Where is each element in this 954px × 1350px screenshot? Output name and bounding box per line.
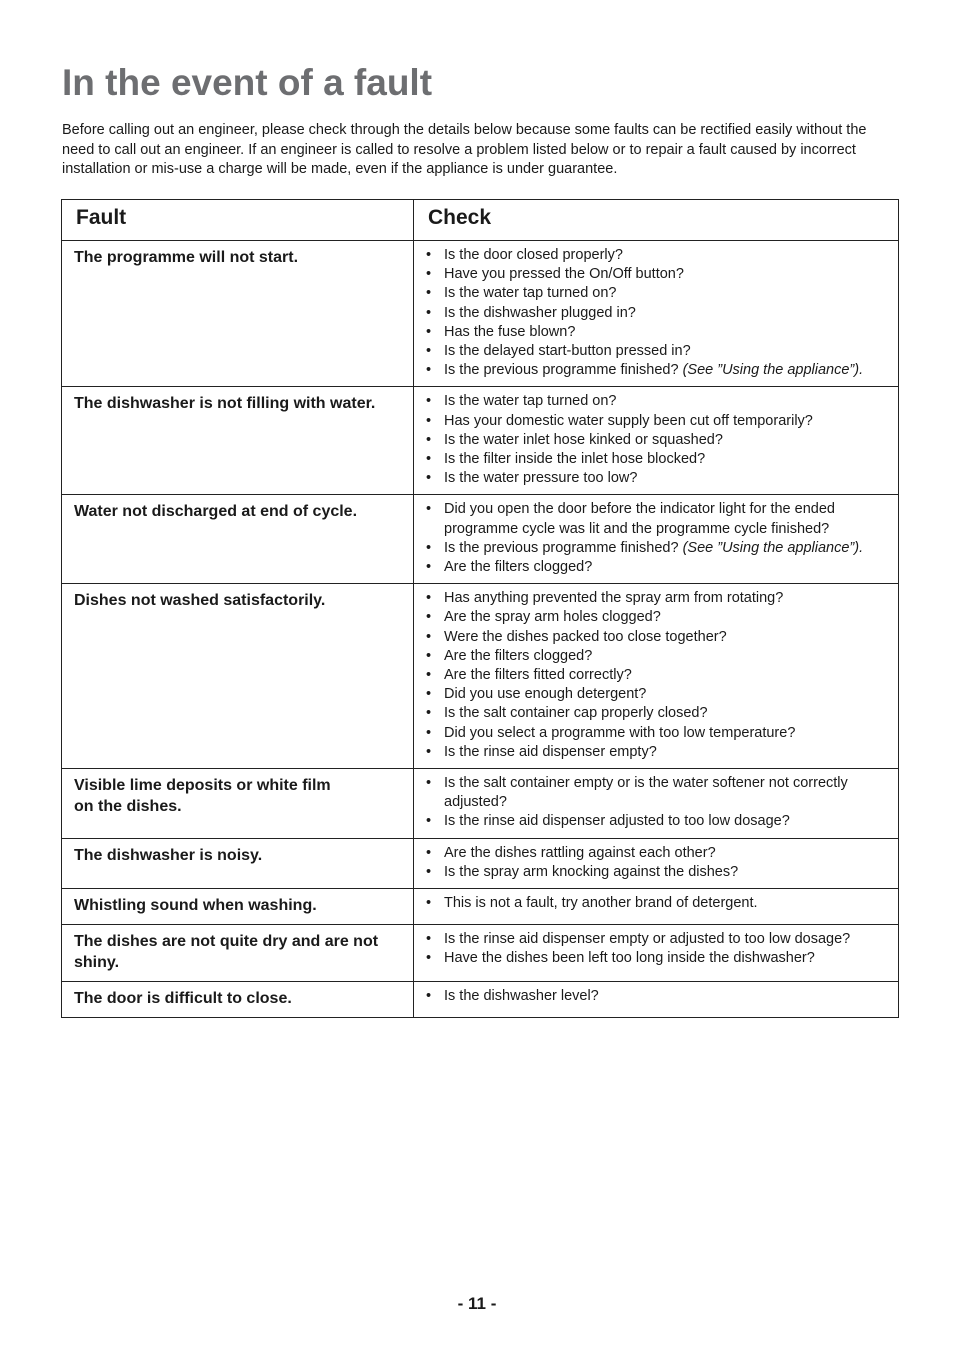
check-list [426,589,886,762]
check-item: • Is the water inlet hose kinked or squashed? [426,431,886,450]
check-cell [414,982,899,1018]
check-item: • Is the spray arm knocking against the dishes? [426,863,886,882]
table-row [62,925,899,982]
check-cell [414,838,899,888]
check-column-header: Check [414,200,899,241]
table-row [62,838,899,888]
check-list [426,930,886,968]
fault-column-header: Fault [62,200,414,241]
check-item: • Is the dishwasher level? [426,987,886,1006]
check-item: • Is the water tap turned on? [426,284,886,303]
check-list [426,392,886,488]
fault-line: on the dishes. [74,798,182,816]
check-item: • Is the door closed properly? [426,246,886,265]
page-number: - 11 - [457,1294,497,1313]
check-item: • Have the dishes been left too long inside the dishwasher? [426,949,886,968]
check-item: • Are the filters fitted correctly? [426,666,886,685]
check-cell [414,769,899,839]
check-list [426,844,886,882]
check-cell [414,889,899,925]
check-item: • Are the filters clogged? [426,647,886,666]
check-item [426,361,886,380]
check-item: • Did you use enough detergent? [426,685,886,704]
fault-cell [62,769,414,839]
table-row [62,982,899,1018]
table-header-row [62,200,899,241]
check-list [426,987,886,1006]
check-item: • Were the dishes packed too close together? [426,628,886,647]
check-list [426,894,886,913]
check-item: • Is the salt container empty or is the water softener not correctly adjusted? [426,774,886,812]
check-list [426,500,886,577]
table-row [62,241,899,387]
fault-cell: Dishes not washed satisfactorily. [62,584,414,769]
table-row [62,769,899,839]
fault-cell: The programme will not start. [62,241,414,387]
check-item: • Is the water pressure too low? [426,469,886,488]
check-item: • Is the water tap turned on? [426,392,886,411]
check-item: • Has anything prevented the spray arm from rotating? [426,589,886,608]
reference-note: (See ”Using the appliance”). [682,539,864,556]
fault-cell: Whistling sound when washing. [62,889,414,925]
check-item: • Have you pressed the On/Off button? [426,265,886,284]
fault-cell: The dishwasher is noisy. [62,838,414,888]
page-title: In the event of a fault [62,62,433,103]
check-item: • Is the rinse aid dispenser empty? [426,743,886,762]
reference-note: (See ”Using the appliance”). [682,362,864,379]
check-cell [414,241,899,387]
table-row [62,495,899,584]
check-item: • Is the delayed start-button pressed in? [426,342,886,361]
check-cell [414,925,899,982]
table-row [62,889,899,925]
check-item: • Is the salt container cap properly closed? [426,704,886,723]
check-item: • Is the rinse aid dispenser adjusted to too low dosage? [426,812,886,831]
check-cell [414,584,899,769]
check-item: • This is not a fault, try another brand of detergent. [426,894,886,913]
fault-table [61,199,899,1018]
check-item: • Are the filters clogged? [426,558,886,577]
check-item: • Is the filter inside the inlet hose blocked? [426,450,886,469]
check-item-text: Is the previous programme finished? [444,539,679,556]
check-item: • Is the rinse aid dispenser empty or adjusted to too low dosage? [426,930,886,949]
check-list [426,774,886,832]
fault-cell: The dishes are not quite dry and are not shiny. [62,925,414,982]
check-item: • Has your domestic water supply been cut off temporarily? [426,412,886,431]
fault-cell: Water not discharged at end of cycle. [62,495,414,584]
table-row [62,387,899,495]
check-item: • Are the spray arm holes clogged? [426,608,886,627]
check-item: • Is the dishwasher plugged in? [426,304,886,323]
fault-cell: The door is difficult to close. [62,982,414,1018]
check-item-text: Is the previous programme finished? [444,362,679,379]
intro-paragraph: Before calling out an engineer, please check through the details below because some faults can be rectified easily without the need to call out an engineer. If an engineer is called to resolve a problem listed below or to repair a fault caused by incorrect installation or mis-use a charge will be made, even if the appliance is under guarantee. [62,122,867,177]
check-item: • Are the dishes rattling against each other? [426,844,886,863]
fault-line: Visible lime deposits or white film [74,777,331,795]
check-list [426,246,886,380]
check-cell [414,387,899,495]
check-item: • Did you open the door before the indicator light for the ended programme cycle was lit and the programme cycle finished? [426,500,886,538]
table-row [62,584,899,769]
check-item: • Has the fuse blown? [426,323,886,342]
check-item: • Did you select a programme with too low temperature? [426,724,886,743]
check-item [426,539,886,558]
fault-cell: The dishwasher is not filling with water. [62,387,414,495]
check-cell [414,495,899,584]
